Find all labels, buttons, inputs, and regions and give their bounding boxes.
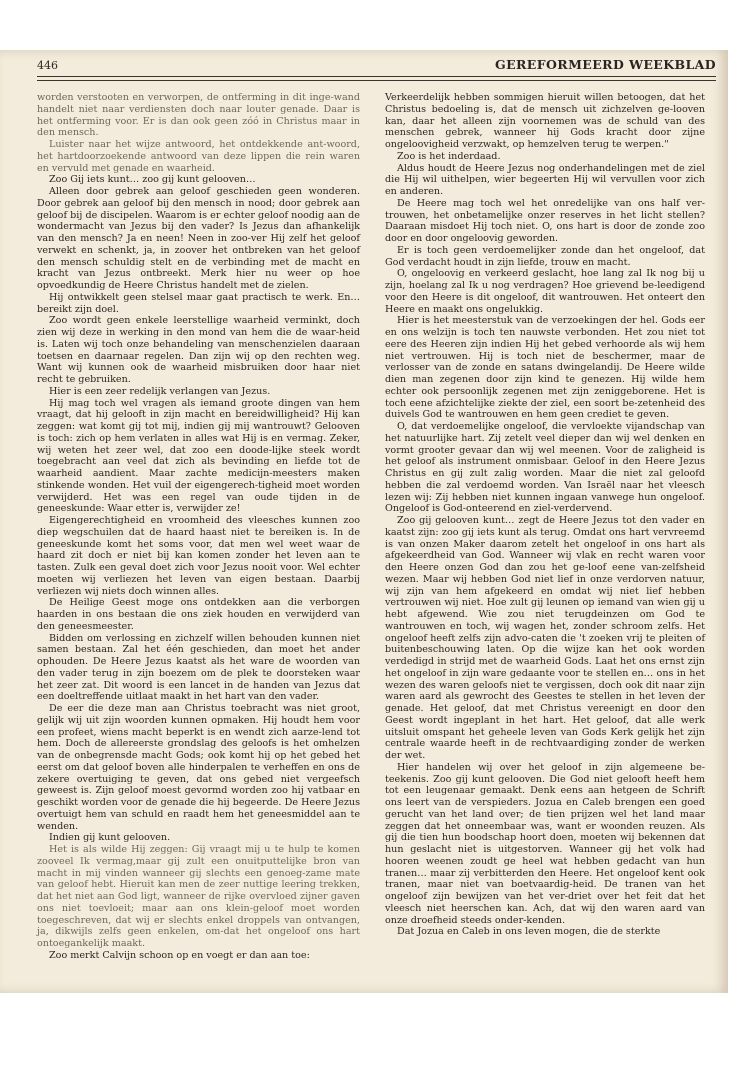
paragraph: Hier is een zeer redelijk verlangen van Jezus. (49, 385, 271, 397)
header-rule-thin (37, 80, 716, 81)
right-column (385, 92, 705, 938)
paragraph: Alleen door gebrek aan geloof geschieden geen wonderen. Door gebrek aan geloof bij den mensch in nood; door gebrek aan geloof bij de discipelen. Waarom is er echter geloof noodig aan de wondermacht van Jezus bij den vader? Is Jezus dan afhankelijk van den mensch? Ja en neen! Neen in zoo-ver Hij zelf het geloof verwekt en schenkt, ja, in zoover het ontbreken van het geloof den mensch schuldig stelt en de verbinding met de macht en kracht van Jezus ontbreekt. Merk hier nu weer op hoe opvoedkundig de Heere Christus handelt met de zielen. (37, 186, 360, 291)
paragraph: Zoo wordt geen enkele leerstellige waarheid verminkt, doch zien wij deze in werking in den mond van hem die de waar-heid is. Laten wij toch onze behandeling van menschenzielen daaraan toetsen en daarnaar regelen. Dan zijn wij op den rechten weg. Want wij kunnen ook de waarheid misbruiken door haar niet recht te gebruiken. (37, 315, 360, 385)
paragraph: Zoo merkt Calvijn schoon op en voegt er dan aan toe: (49, 949, 310, 961)
paragraph: worden verstooten en verworpen, de ontferming in dit inge-wand handelt niet naar verdiensten doch naar louter genade. Daar is het ontferming voor. Er is dan ook geen zóó in Christus maar in den mensch. (37, 92, 360, 139)
paragraph: Het is als wilde Hij zeggen: Gij vraagt mij u te hulp te komen zooveel Ik vermag,maar gij zult een onuitputtelijke bron van macht in mij vinden wanneer gij slechts een genoeg-zame mate van geloof hebt. Hieruit kan men de zeer nuttige leering trekken, dat het niet aan God ligt, wanneer de rijke overvloed zijner gaven ons niet toevloeit; maar aan ons klein-geloof moet worden toegeschreven, dat wij er slechts enkel droppels van ontvangen, ja, dikwijls zelfs geen enkelen, om-dat het ongeloof ons hart ontoegankelijk maakt. (37, 844, 360, 949)
paragraph: Hij mag toch wel vragen als iemand groote dingen van hem vraagt, dat hij gelooft in zijn macht en bereidwilligheid? Hij kan zeggen: wat komt gij tot mij, indien gij mij wantrouwt? Gelooven is toch: zich op hem verlaten in alles wat Hij is en vermag. Zeker, wij weten het zeer wel, dat zoo een doode-lijke steek wordt toegebracht aan veel dat zich als bevinding en liefde tot de waarheid aandient. Maar zachte medicijn-meesters maken stinkende wonden. Het vuil der eigengerech-tigheid moet worden verwijderd. Het was een regel van oude tijden in de geneeskunde: Waar etter is, verwijder ze! (37, 397, 360, 515)
left-column (37, 92, 360, 962)
page-header (37, 57, 716, 77)
paragraph: Hier handelen wij over het geloof in zijn algemeene be-teekenis. Zoo gij kunt gelooven. Die God niet gelooft heeft hem tot een leugenaar gemaakt. Denk eens aan hetgeen de Schrift ons leert van de verspieders. Jozua en Caleb brengen een goed gerucht van het land over; de tien prijzen wel het land maar zeggen dat het onneembaar was, want er woonden reuzen. Als gij die tien hun boodschap hoort doen, moeten wij bekennen dat hun geslacht niet is uitgestorven. Wanneer gij het volk had hooren weenen zoudt ge heel wat hebben gedacht van hun tranen… maar zij verbitterden den Heere. Het ongeloof kent ook tranen, maar niet van boetvaardig-heid. De tranen van het ongeloof zijn bewijzen van het ver-driet over het feit dat het vleesch niet heerschen kan. Ach, dat wij den waren aard van onze droefheid steeds onder-kenden. (385, 761, 705, 926)
paragraph: Verkeerdelijk hebben sommigen hieruit willen betoogen, dat het Christus bedoeling is, dat de mensch uit zichzelven ge-looven kan, daar het alleen zijn voornemen was de schuld van des menschen gebrek, wanneer hij Gods kracht door zijne ongeloovigheid verzwakt, op hemzelven terug te werpen." (385, 92, 705, 150)
paragraph: Indien gij kunt gelooven. (49, 832, 171, 844)
paragraph: Luister naar het wijze antwoord, het ontdekkende ant-woord, het hartdoorzoekende antwoord van deze lippen die rein waren en vervuld met genade en waarheid. (37, 139, 360, 174)
paragraph: Eigengerechtigheid en vroomheid des vleesches kunnen zoo diep wegschuilen dat de haard haast niet te bereiken is. In de geneeskunde komt het soms voor, dat men wel weet waar de haard zit doch er niet bij kan komen zonder het leven aan te tasten. Zulk een geval doet zich voor Jezus nooit voor. Wel echter moeten wij verliezen het leven van eigen bestaan. Daarbij verliezen wij niets doch winnen alles. (37, 515, 360, 597)
paragraph: O, ongeloovig en verkeerd geslacht, hoe lang zal Ik nog bij u zijn, hoelang zal Ik u nog verdragen? Hoe grievend be-leedigend voor den Heere is dit ongeloof, dit wantrouwen. Het onteert den Heere en maakt ons ongelukkig. (385, 268, 705, 315)
paragraph: De Heere mag toch wel het onredelijke van ons half ver-trouwen, het onbetamelijke onzer reserves in het licht stellen? Daaraan misdoet Hij toch niet. O, ons hart is door de zonde zoo door en door ongeloovig geworden. (385, 197, 705, 244)
paragraph: Dat Jozua en Caleb in ons leven mogen, die de sterkte (397, 926, 661, 938)
paragraph: De Heilige Geest moge ons ontdekken aan die verborgen haarden in ons bestaan die ons ziek houden en verwijderd van den geneesmeester. (37, 597, 360, 632)
paragraph: Bidden om verlossing en zichzelf willen behouden kunnen niet samen bestaan. Zal het één geschieden, dan moet het ander ophouden. De Heere Jezus kaatst als het ware de woorden van den vader terug in zijn boezem om de plek te doorsteken waar het zeer zat. Dit woord is een lancet in de handen van Jezus dat een doeltreffende uitlaat maakt in het hart van den vader. (37, 632, 360, 703)
page-number: 446 (37, 59, 58, 72)
paragraph: Hier is het meesterstuk van de verzoekingen der hel. Gods eer en ons welzijn is toch ten nauwste verbonden. Het zou niet tot eere des Heeren zijn indien Hij het gebed verhoorde als wij hem niet vertrouwen. Hij is toch niet de beschermer, maar de verlosser van de zonde en satans dwingelandij. De Heere wilde dien man zegenen door zijn kind te genezen. Hij wilde hem echter ook persoonlijk zegenen met zijn zeniggeborene. Het is toch eene afzichtelijke ziekte der ziel, een soort be-zetenheid des duivels God te wantrouwen en hem geen crediet te geven. (385, 315, 705, 421)
paragraph: O, dat verdoemelijke ongeloof, die vervloekte vijandschap van het natuurlijke hart. Zij zetelt veel dieper dan wij wel denken en vormt grooter gevaar dan wij wel meenen. Voor de zaligheid is het geloof als instrument onmisbaar. Geloof in den Heere Jezus Christus en gij zult zalig worden. Maar die niet zal geloofd hebben die zal verdoemd worden. Van Israël naar het vleesch lezen wij: Zij hebben niet kunnen ingaan vanwege hun ongeloof. Ongeloof is God-onteerend en ziel-verdervend. (385, 421, 705, 515)
header-rule (37, 76, 716, 77)
paragraph: De eer die deze man aan Christus toebracht was niet groot, gelijk wij uit zijn woorden kunnen opmaken. Hij houdt hem voor een profeet, wiens macht beperkt is en wendt zich aarze-lend tot hem. Doch de allereerste grondslag des geloofs is het omhelzen van de onbegrensde macht Gods; ook komt hij op het gebed het eerst om dat geloof boven alle hinderpalen te verheffen en ons de zekere overtuiging te geven, dat ons gebed niet vergeefsch geweest is. Zijn geloof moest gevormd worden zoo hij vatbaar en geschikt worden voor de genade die hij begeerde. De Heere Jezus overtuigt hem van schuld en raadt hem het geneesmiddel aan te wenden. (37, 703, 360, 832)
paragraph: Zoo gij gelooven kunt… zegt de Heere Jezus tot den vader en kaatst zijn: zoo gij iets kunt als terug. Omdat ons hart vervreemd is van onzen Maker daarom zetelt het ongeloof in ons hart als afgekeerdheid van God. Wanneer wij vlak en recht waren voor den Heere onzen God dan zou het ge-loof eene van-zelfsheid wezen. Maar wij hebben God niet lief in onze verdorven natuur, wij zijn van hem afgekeerd en omdat wij niet lief hebben vertrouwen wij niet. Hoe zult gij leunen op iemand van wien gij u hebt afgewend. Wie zou niet terugdeinzen om God te wantrouwen en toch, wij wagen het, zonder schroom zelfs. Het ongeloof heeft zelfs zijn advo-caten die 't zoeken vrij te pleiten of buitenbeschouwing laten. Op die wijze kan het ook worden verdedigd in strijd met de waarheid Gods. Laat het ons ernst zijn het ongeloof in zijn ware gedaante voor te stellen en… ons in het wezen des waren geloofs niet te vergissen, doch ook dit naar zijn waren aard als gewrocht des Geestes te stellen in het leven der genade. Het geloof, dat met Christus vereenigt en door den Geest wordt ingeplant in het hart. Het geloof, dat alle werk uitsluit omspant het geheele leven van Gods Kerk gelijk het zijn centrale waarde heeft in de rechtvaardiging zonder de werken der wet. (385, 515, 705, 761)
paragraph: Er is toch geen verdoemelijker zonde dan het ongeloof, dat God verdacht houdt in zijn liefde, trouw en macht. (385, 244, 705, 268)
paragraph: Aldus houdt de Heere Jezus nog onderhandelingen met de ziel die Hij wil uithelpen, wier begeerten Hij wil vervullen voor zich en anderen. (385, 162, 705, 197)
paragraph: Zoo Gij iets kunt… zoo gij kunt gelooven… (49, 174, 256, 186)
paragraph: Hij ontwikkelt geen stelsel maar gaat practisch te werk. En… bereikt zijn doel. (37, 291, 360, 315)
publication-title: GEREFORMEERD WEEKBLAD (495, 57, 716, 72)
paragraph: Zoo is het inderdaad. (397, 150, 501, 162)
